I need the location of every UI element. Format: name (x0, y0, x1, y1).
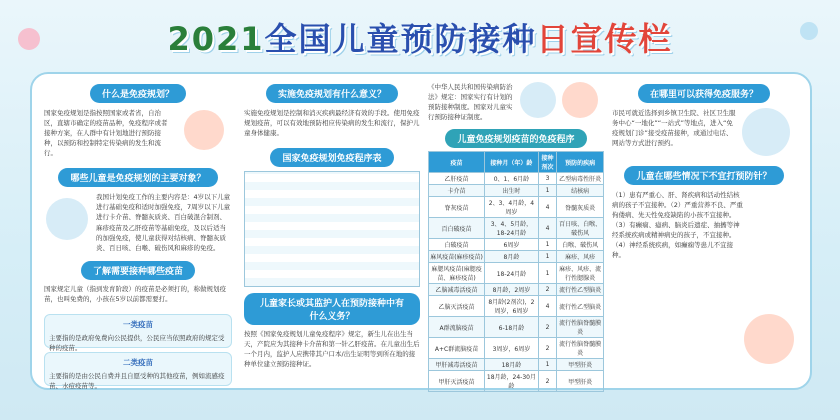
family-icon (744, 314, 794, 364)
class1-label: 一类疫苗 (123, 320, 153, 329)
parent-duty-text: 按照《国家免疫规划儿童免疫程序》规定，新生儿在出生当天，产院应为其接种卡介苗和第一针乙肝疫苗。在儿童出生后一个月内，监护人应携带其户口本/出生证明等到所在地的接种单位建立预防接种证。 (244, 330, 420, 369)
table-row (429, 185, 604, 197)
class2-vaccine-box (44, 352, 232, 391)
child-icon (562, 82, 598, 118)
table-cell: 1 (538, 359, 557, 371)
title-part3: 日宣传栏 (536, 20, 673, 58)
immunization-plan-text: 国家免疫规划是指按照国家或者省，自治区，直辖市确定的疫苗品种，免疫程序或者接种方案，在人群中有计划地进行预防接种，以预防和控制特定传染病的发生和流行。 (44, 109, 168, 158)
heading-vaccines: 了解需要接种哪些疫苗 (81, 261, 195, 280)
table-cell: 2 (538, 284, 557, 296)
table-row (429, 371, 604, 392)
table-cell: 百白破疫苗 (429, 218, 485, 239)
table-cell: 卡介苗 (429, 185, 485, 197)
table-cell: 3周岁，6周岁 (485, 338, 539, 359)
table-row (429, 263, 604, 284)
title-year: 2021 (167, 20, 265, 58)
balloon-icon (18, 28, 40, 50)
table-cell: 乙脑灭活疫苗 (429, 296, 485, 317)
table-cell: 麻疹、风疹 (557, 251, 604, 263)
heading-not-suitable: 儿童在哪些情况下不宜打预防针？ (624, 166, 783, 185)
table-cell: A群流脑疫苗 (429, 317, 485, 338)
column-1 (44, 82, 232, 304)
table-cell: 乙肝疫苗 (429, 173, 485, 185)
table-cell: 2、3、4月龄，4周岁 (485, 197, 539, 218)
table-cell: 麻疹、风疹、流行性腮腺炎 (557, 263, 604, 284)
heading-where-service: 在哪里可以获得免疫服务？ (638, 84, 770, 103)
table-cell: 8月龄 (485, 251, 539, 263)
table-cell: 2 (538, 317, 557, 338)
heading-target-children: 哪些儿童是免疫规划的主要对象？ (58, 168, 217, 187)
table-row (429, 359, 604, 371)
table-cell: 3 (538, 173, 557, 185)
page-title (0, 14, 840, 60)
table-cell: 4 (538, 197, 557, 218)
table-row (429, 197, 604, 218)
table-cell: 乙脑减毒活疫苗 (429, 284, 485, 296)
table-cell: 流行性乙型脑炎 (557, 284, 604, 296)
table-row (429, 218, 604, 239)
table-cell: 结核病 (557, 185, 604, 197)
col-header-vaccine: 疫苗 (429, 152, 485, 173)
column-3 (428, 82, 604, 392)
table-cell: 4 (538, 296, 557, 317)
table-cell: 8月龄(2剂次)，2周岁，6周岁 (485, 296, 539, 317)
nurse-icon (520, 82, 556, 118)
table-row (429, 296, 604, 317)
table-cell: 2 (538, 371, 557, 392)
heading-parent-duty: 儿童家长或其监护人在预防接种中有什么义务？ (244, 293, 420, 325)
table-cell: 4 (538, 218, 557, 239)
table-row (429, 173, 604, 185)
table-cell: 1 (538, 251, 557, 263)
significance-text: 实施免疫规划是控制和消灭疾病最经济有效的手段。使用免疫规划疫苗，可以有效地预防相应传染病的发生和流行，保护儿童身体健康。 (244, 109, 420, 138)
table-cell: 2 (538, 338, 557, 359)
table-cell: 3、4、5月龄，18-24月龄 (485, 218, 539, 239)
table-cell: 甲肝灭活疫苗 (429, 371, 485, 392)
table-cell: 麻腮风疫苗(麻腮疫苗、麻疹疫苗) (429, 263, 485, 284)
col-header-age: 接种月（年）龄 (485, 152, 539, 173)
table-cell: 甲型肝炎 (557, 359, 604, 371)
column-4 (612, 82, 796, 260)
heading-schedule-table: 国家免疫规划免疫程序表 (270, 148, 393, 167)
table-cell: 白喉、破伤风 (557, 239, 604, 251)
table-cell: 麻风疫苗(麻疹疫苗) (429, 251, 485, 263)
title-part2: 儿童预防接种 (332, 20, 537, 58)
table-cell: 1 (538, 239, 557, 251)
table-cell: 流行性脑脊髓膜炎 (557, 317, 604, 338)
table-cell: 流行性乙型脑炎 (557, 296, 604, 317)
title-part1: 全国 (264, 20, 333, 58)
table-cell: 出生时 (485, 185, 539, 197)
table-cell: 8月龄，2周岁 (485, 284, 539, 296)
table-cell: 18-24月龄 (485, 263, 539, 284)
mother-child-icon (742, 108, 790, 156)
table-cell: 6周岁 (485, 239, 539, 251)
not-suitable-text: （1）患有严重心、肝、肾疾病和活动性结核病的孩子不宜接种。（2）严重营养不良、严重佝偻病、先天性免疫缺陷的小孩不宜接种。（3）有癫痫、癔病、脑炎后遗症、抽搐等神经系统疾病或精神病史的孩子，不宜接种。（4）神经系统疾病，如癫痫等患儿不宜接种。 (612, 191, 743, 260)
table-cell: 0、1、6月龄 (485, 173, 539, 185)
vaccine-table (428, 151, 604, 392)
table-cell: 流行性脑脊髓膜炎 (557, 338, 604, 359)
table-cell: 甲肝减毒活疫苗 (429, 359, 485, 371)
table-cell: 乙型病毒性肝炎 (557, 173, 604, 185)
col-header-doses: 接种剂次 (538, 152, 557, 173)
table-cell: 脊髓灰质炎 (557, 197, 604, 218)
table-cell: 6-18月龄 (485, 317, 539, 338)
table-cell: 18月龄 (485, 359, 539, 371)
class1-vaccine-box (44, 314, 232, 353)
heading-significance: 实施免疫规划有什么意义？ (266, 84, 398, 103)
table-cell: 1 (538, 263, 557, 284)
table-row (429, 251, 604, 263)
vaccine-table-body (429, 173, 604, 392)
col-header-disease: 预防的疾病 (557, 152, 604, 173)
column-2 (244, 82, 420, 369)
table-cell: 百日咳、白喉、破伤风 (557, 218, 604, 239)
table-cell: 1 (538, 185, 557, 197)
table-row (429, 284, 604, 296)
law-text: 《中华人民共和国传染病防治法》规定：国家实行有计划的预防接种制度。国家对儿童实行预防接种证制度。 (428, 83, 513, 122)
class2-text: 主要指的是由公民自费并且自愿受种的其他疫苗，例如流感疫苗、水痘疫苗等。 (49, 372, 225, 391)
table-cell: 甲型肝炎 (557, 371, 604, 392)
heading-immunization-plan: 什么是免疫规划？ (90, 84, 186, 103)
doctor-icon (46, 198, 88, 240)
heading-vaccine-program: 儿童免疫规划疫苗的免疫程序 (445, 129, 586, 148)
table-cell: 白破疫苗 (429, 239, 485, 251)
class1-text: 主要指的是政府免费向公民提供，公民应当依照政府的规定受种的疫苗。 (49, 334, 225, 353)
table-row (429, 317, 604, 338)
schedule-table-grid (244, 171, 420, 287)
table-row (429, 239, 604, 251)
class2-label: 二类疫苗 (123, 358, 153, 367)
balloon-icon (800, 22, 818, 40)
table-cell: 18月龄，24-30月龄 (485, 371, 539, 392)
table-cell: 脊灰疫苗 (429, 197, 485, 218)
table-cell: A+C群流脑疫苗 (429, 338, 485, 359)
vaccines-text: 国家规定儿童（指到发育阶段）的疫苗是必须打的，称做规划疫苗，也叫免费的，小孩在5岁以前都需要打。 (44, 284, 226, 303)
table-row (429, 338, 604, 359)
baby-icon (184, 110, 224, 150)
target-children-text: 我国计划免疫工作的主要内容是：4岁以下儿童进行基础免疫和适时加强免疫，7周岁以下儿童进行卡介苗、脊髓灰质炎、百白破混合制剂、麻疹疫苗及乙肝疫苗等基础免疫，及以后适当的加强免疫，使儿童获得对结核病、脊髓灰质炎、百日咳、白喉、破伤风和麻疹的免疫。 (96, 193, 231, 252)
where-service-text: 市民可就近选择到乡镇卫生院、社区卫生服务中心“一地化”“一站式”等地点，进入“免疫规划门诊”接受疫苗接种，或通过电话、网站等方式进行预约。 (612, 109, 736, 148)
